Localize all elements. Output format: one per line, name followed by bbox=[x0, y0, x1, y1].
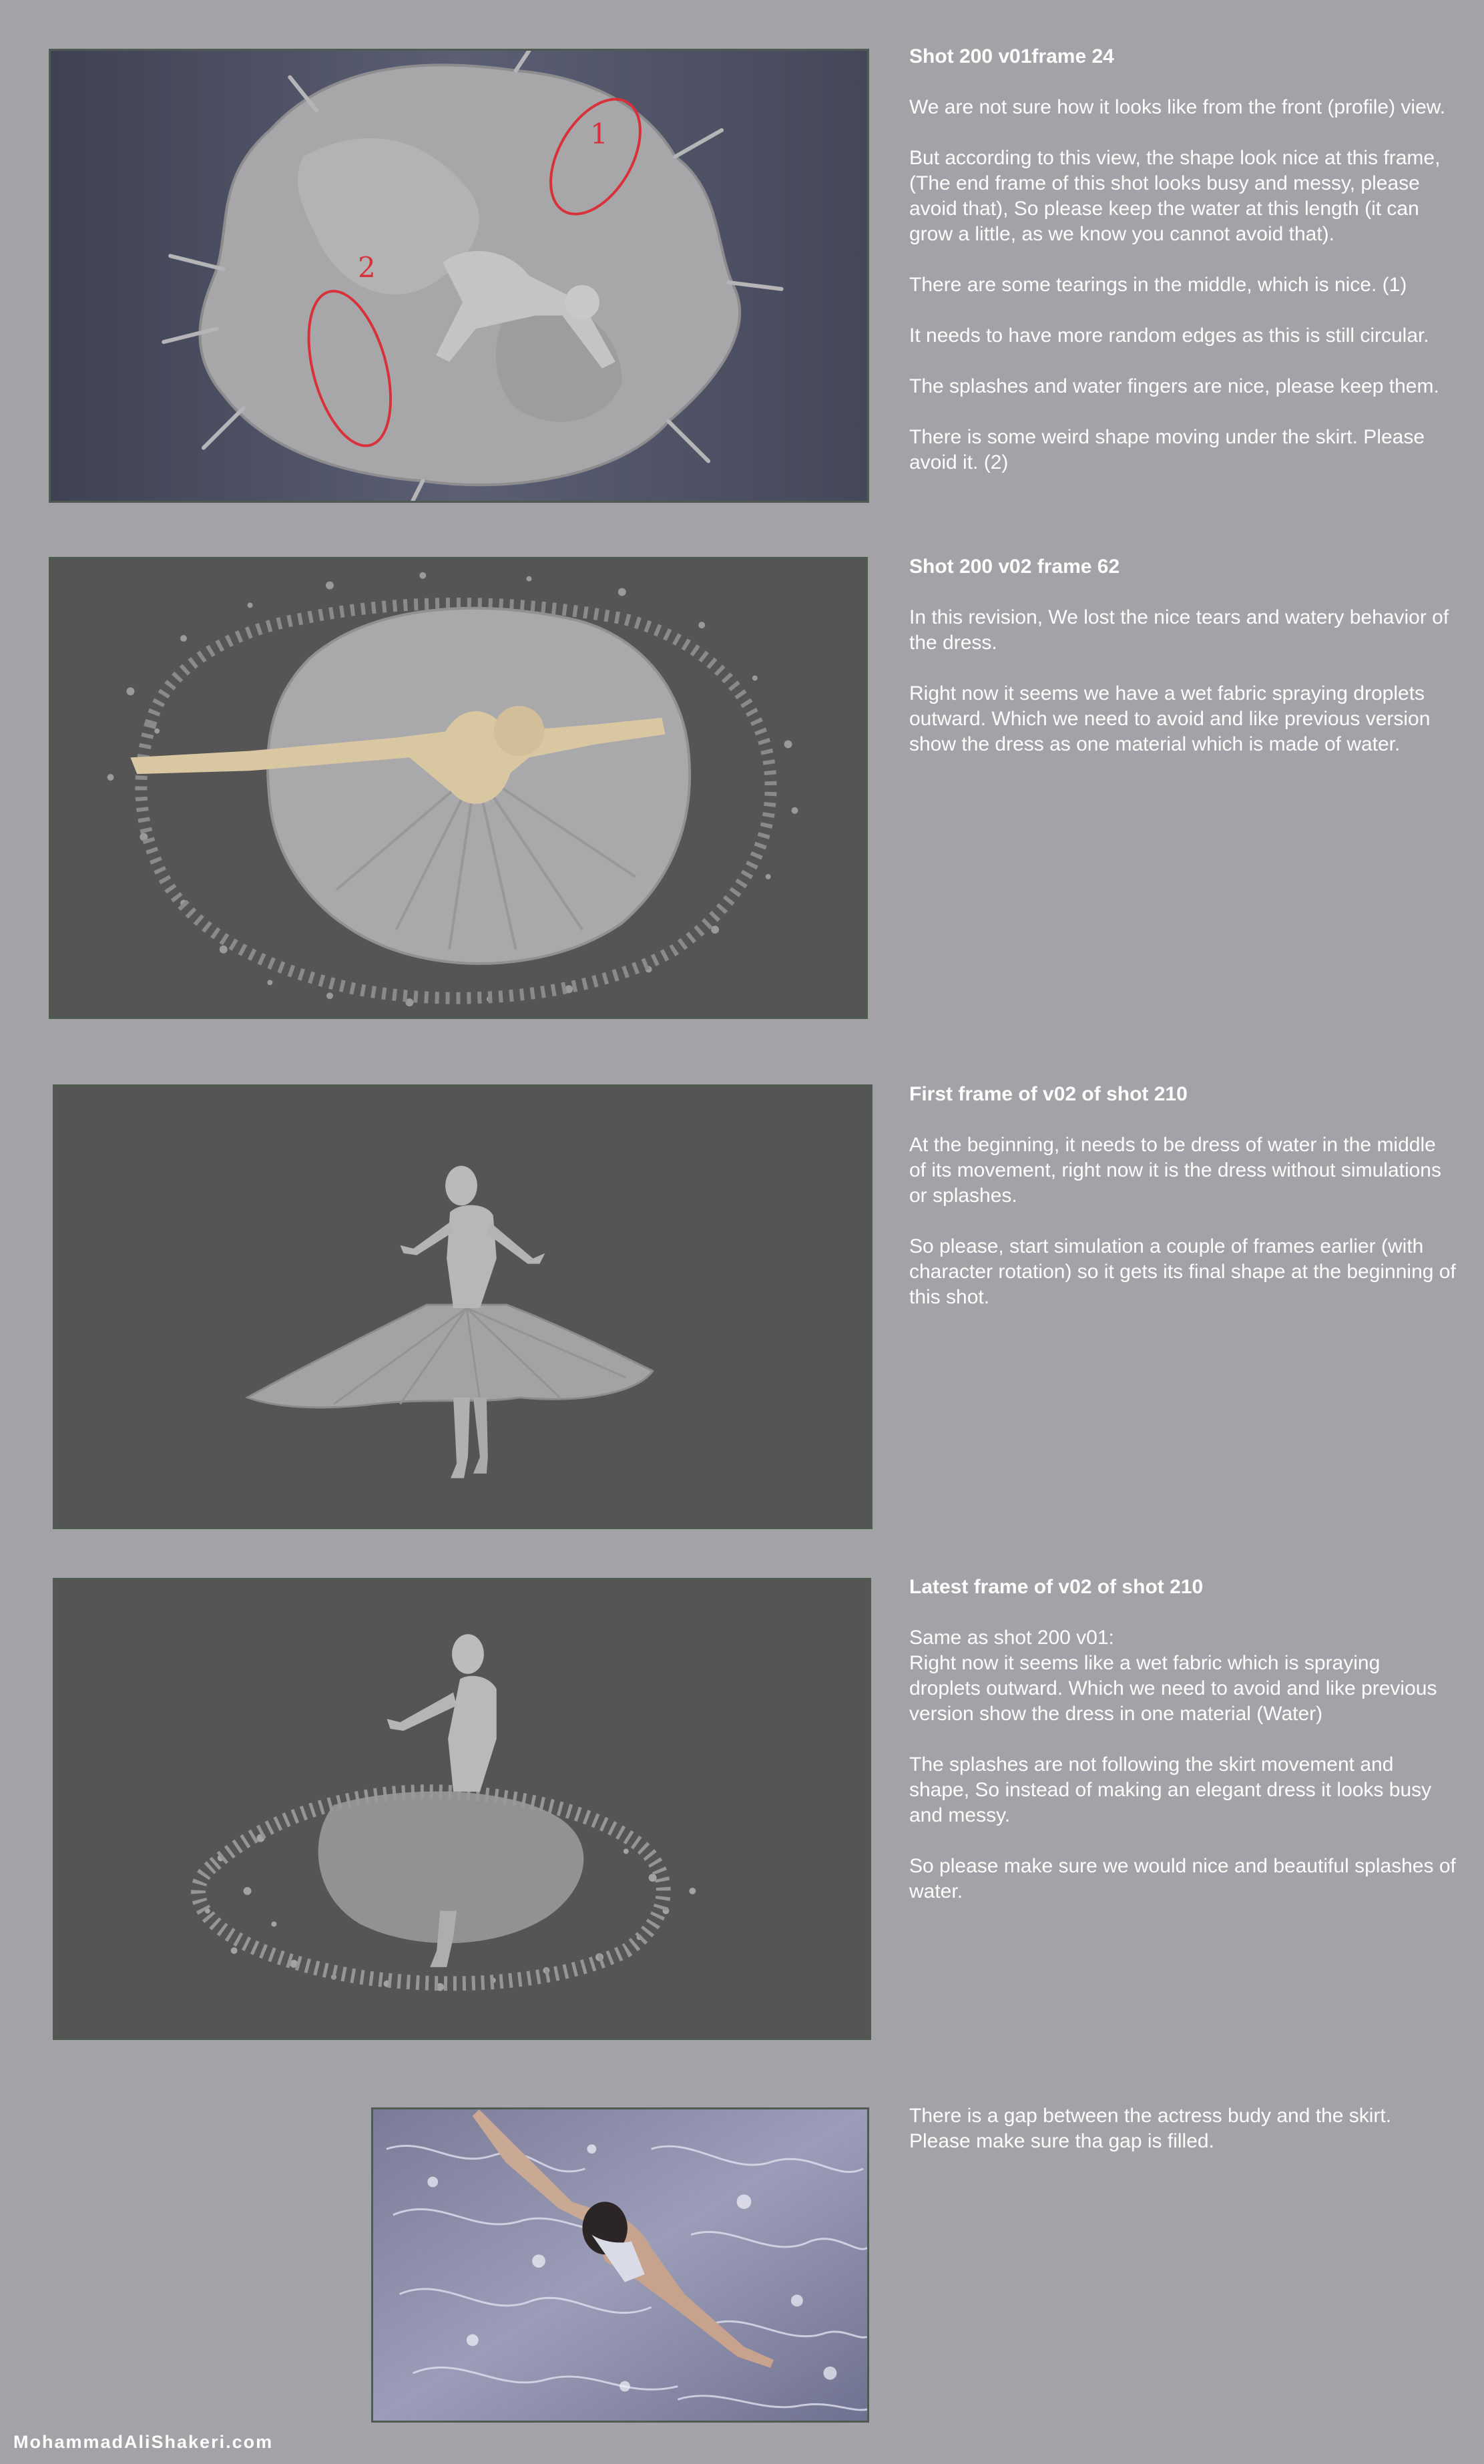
note-paragraph: But according to this view, the shape look nice at this frame, (The end frame of this shot looks busy and messy, please avoid that), So please keep the water at this length (it can grow a little, as we know you cannot avoid that). bbox=[909, 147, 1441, 245]
note-paragraph: There is a gap between the actress budy and the skirt. Please make sure tha gap is filled. bbox=[909, 2105, 1392, 2152]
render-shot200-v02-frame62 bbox=[49, 557, 868, 1019]
note-reference-gap bbox=[909, 2103, 1457, 2180]
note-paragraph: There are some tearings in the middle, which is nice. (1) bbox=[909, 274, 1407, 296]
note-paragraph: The splashes are not following the skirt movement and shape, So instead of making an elegant dress it looks busy and messy. bbox=[909, 1754, 1432, 1826]
render-shot200-v01-frame24 bbox=[49, 49, 869, 503]
note-paragraph: So please make sure we would nice and beautiful splashes of water. bbox=[909, 1855, 1456, 1902]
note-paragraph: We are not sure how it looks like from the front (profile) view. bbox=[909, 96, 1446, 118]
annotation-label-2: 2 bbox=[358, 251, 376, 284]
note-shot210-latest-frame bbox=[909, 1575, 1457, 1930]
note-shot200-v02 bbox=[909, 554, 1457, 783]
render-image bbox=[55, 1086, 871, 1527]
note-paragraph: Same as shot 200 v01: Right now it seems like a wet fabric which is spraying droplets outward. Which we need to avoid and like previous version show the dress in one material (Water) bbox=[909, 1627, 1437, 1725]
render-image bbox=[373, 2109, 867, 2421]
note-title: Latest frame of v02 of shot 210 bbox=[909, 1576, 1204, 1598]
note-shot200-v01 bbox=[909, 44, 1457, 501]
render-image bbox=[55, 1580, 869, 2038]
note-title: Shot 200 v02 frame 62 bbox=[909, 556, 1120, 578]
footer-credit: MohammadAliShakeri.com bbox=[13, 2432, 274, 2452]
note-shot210-first-frame bbox=[909, 1082, 1457, 1336]
render-shot210-v02-first-frame bbox=[53, 1084, 873, 1529]
reference-photo bbox=[371, 2107, 869, 2423]
note-paragraph: In this revision, We lost the nice tears and watery behavior of the dress. bbox=[909, 606, 1449, 654]
render-shot210-v02-latest-frame bbox=[53, 1578, 871, 2040]
render-image bbox=[51, 559, 866, 1017]
note-title: First frame of v02 of shot 210 bbox=[909, 1083, 1188, 1105]
render-image bbox=[51, 51, 867, 501]
note-paragraph: Right now it seems we have a wet fabric spraying droplets outward. Which we need to avoid and like previous version show the dress as one material which is made of water. bbox=[909, 682, 1431, 755]
note-paragraph: It needs to have more random edges as this is still circular. bbox=[909, 325, 1429, 347]
note-paragraph: So please, start simulation a couple of frames earlier (with character rotation) so it gets its final shape at the beginning of this shot. bbox=[909, 1235, 1456, 1308]
note-paragraph: There is some weird shape moving under the skirt. Please avoid it. (2) bbox=[909, 426, 1425, 473]
note-paragraph: The splashes and water fingers are nice, please keep them. bbox=[909, 375, 1439, 397]
annotation-label-1: 1 bbox=[590, 118, 608, 150]
note-title: Shot 200 v01frame 24 bbox=[909, 45, 1114, 67]
note-paragraph: At the beginning, it needs to be dress of water in the middle of its movement, right now it is the dress without simulations or splashes. bbox=[909, 1134, 1441, 1207]
